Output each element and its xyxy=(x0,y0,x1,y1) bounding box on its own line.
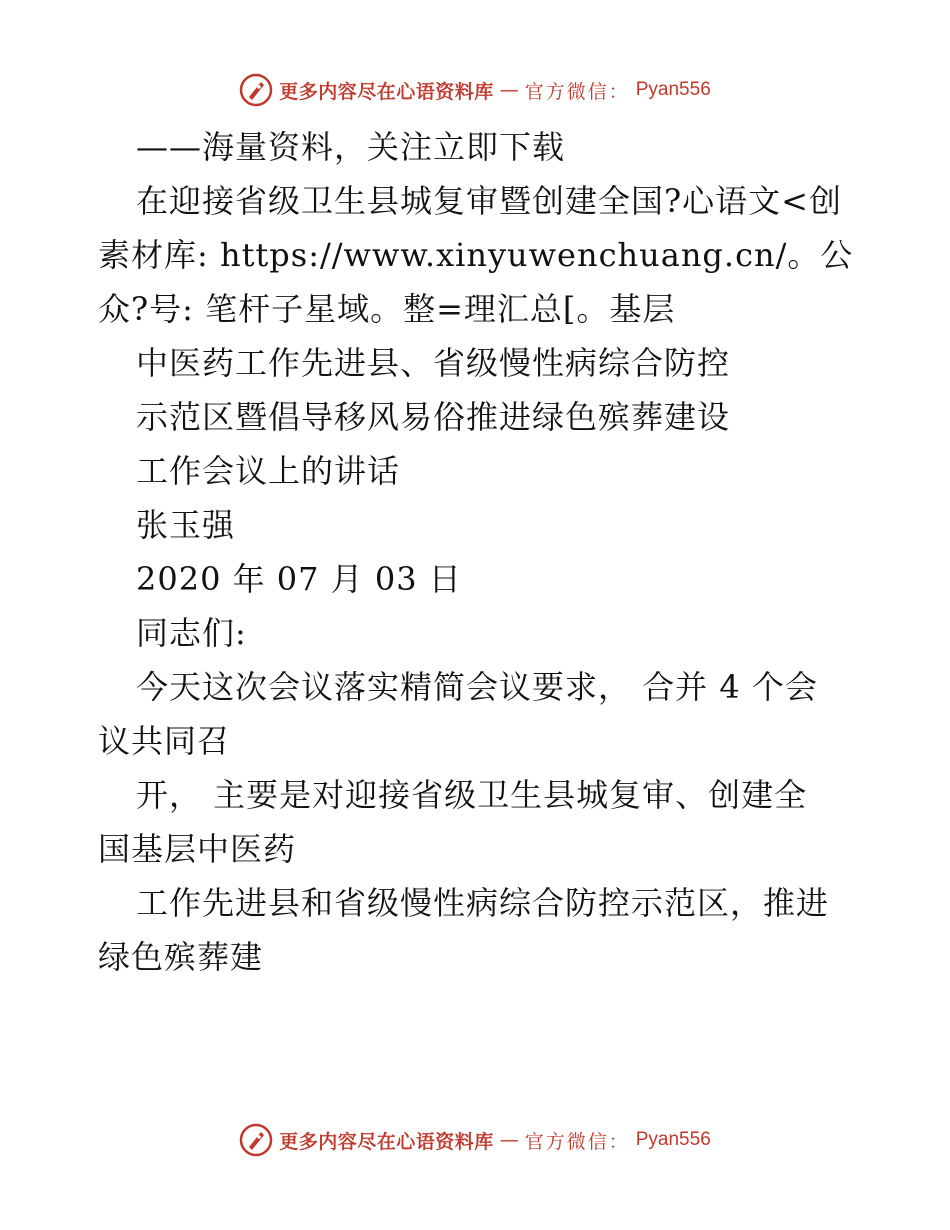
banner-brand-text: 更多内容尽在心语资料库 xyxy=(279,1130,494,1153)
text-line: 今天这次会议落实精简会议要求， 合并 4 个会 xyxy=(136,668,818,706)
text-line: 开， 主要是对迎接省级卫生县城复审、创建全 xyxy=(136,776,808,814)
text-line: 国基层中医药 xyxy=(98,830,297,868)
text-line: 工作先进县和省级慢性病综合防控示范区，推进 xyxy=(136,884,830,922)
header-banner xyxy=(0,70,950,110)
text-line: 议共同召 xyxy=(98,722,231,760)
salutation: 同志们: xyxy=(136,614,247,652)
text-line: 素材库: https://www.xinyuwenchuang.cn/。公 xyxy=(98,236,854,274)
text-line: 中医药工作先进县、省级慢性病综合防控 xyxy=(136,344,731,382)
banner-brand-text: 更多内容尽在心语资料库 xyxy=(279,80,494,103)
speaker-name: 张玉强 xyxy=(136,506,236,544)
pen-nib-logo-icon xyxy=(239,1123,273,1157)
text-line: 绿色殡葬建 xyxy=(98,938,264,976)
banner-official-label: 官方微信： xyxy=(524,80,630,103)
footer-banner xyxy=(0,1120,950,1160)
document-body xyxy=(98,120,858,984)
banner-official-label: 官方微信： xyxy=(524,1130,630,1153)
pen-nib-logo-icon xyxy=(239,73,273,107)
banner-wechat-id: Pyan556 xyxy=(635,79,711,100)
speech-title: 工作会议上的讲话 xyxy=(136,452,401,490)
speech-date: 2020 年 07 月 03 日 xyxy=(136,560,462,598)
banner-wechat-id: Pyan556 xyxy=(635,1129,711,1150)
banner-dash: — xyxy=(499,79,519,101)
banner-dash: — xyxy=(499,1129,519,1151)
text-line: 在迎接省级卫生县城复审暨创建全国?心语文<创 xyxy=(136,182,842,220)
text-line: 众?号: 笔杆子星域。整=理汇总[。基层 xyxy=(98,290,676,328)
text-line: 示范区暨倡导移风易俗推进绿色殡葬建设 xyxy=(136,398,731,436)
text-line: ——海量资料，关注立即下载 xyxy=(136,128,566,166)
